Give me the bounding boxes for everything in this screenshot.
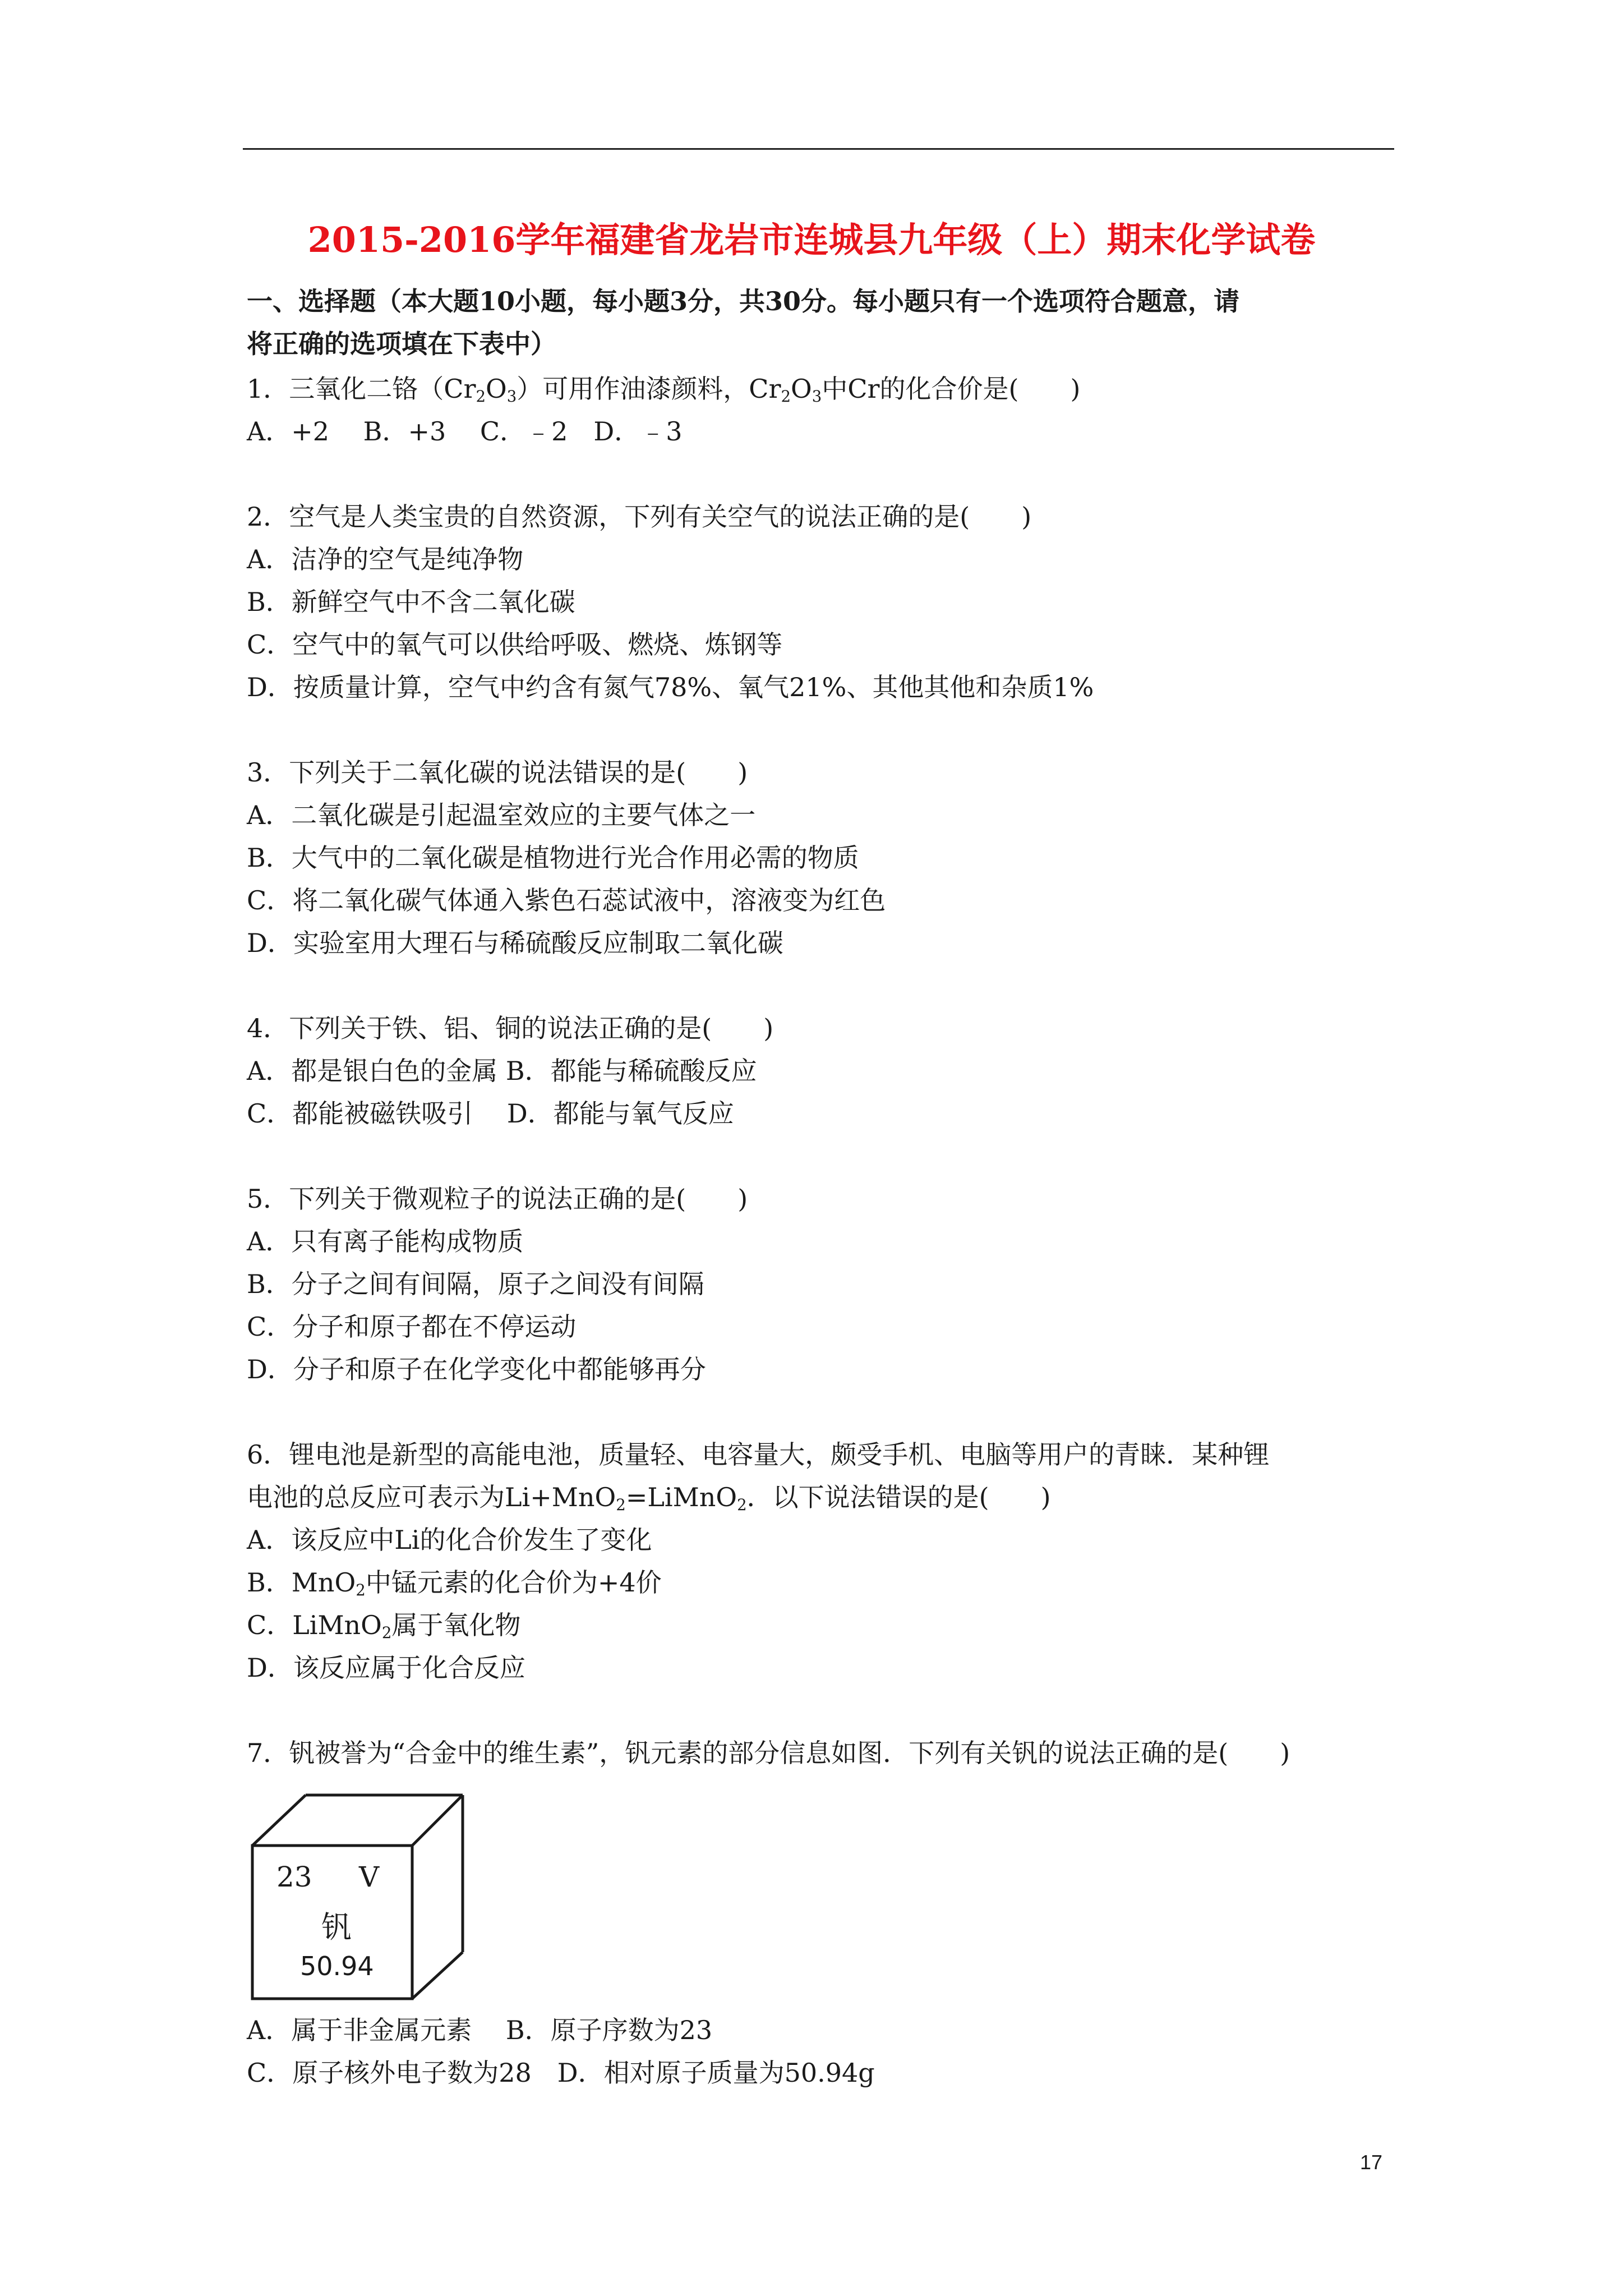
section-heading: 一、选择题（本大题10小题，每小题3分，共30分。每小题只有一个选项符合题意，请 xyxy=(247,286,1240,316)
element-symbol: V xyxy=(359,1861,380,1893)
question-7-stem: 7．钒被誉为“合金中的维生素”，钒元素的部分信息如图．下列有关钒的说法正确的是( ) xyxy=(247,1738,1290,1768)
question-2-stem: 2．空气是人类宝贵的自然资源，下列有关空气的说法正确的是( ) xyxy=(247,501,1032,532)
question-7-options-ab: A．属于非金属元素 B．原子序数为23 xyxy=(247,2015,713,2045)
question-6-option-c: C．LiMnO$_2$属于氧化物 xyxy=(247,1610,521,1642)
element-atomic-mass: 50.94 xyxy=(300,1951,374,1981)
question-5-stem: 5．下列关于微观粒子的说法正确的是( ) xyxy=(247,1184,748,1214)
element-atomic-number: 23 xyxy=(276,1861,312,1893)
question-7-options-cd: C．原子核外电子数为28 D．相对原子质量为50.94g xyxy=(247,2058,875,2088)
question-4-options-ab: A．都是银白色的金属 B．都能与稀硫酸反应 xyxy=(247,1056,757,1086)
element-name: 钒 xyxy=(321,1910,352,1945)
question-4-stem: 4．下列关于铁、铝、铜的说法正确的是( ) xyxy=(247,1013,774,1043)
question-3-option-a: A．二氧化碳是引起温室效应的主要气体之一 xyxy=(247,800,756,830)
question-2-option-d: D．按质量计算，空气中约含有氮气78%、氧气21%、其他其他和杂质1% xyxy=(247,672,1094,702)
question-5-option-c: C．分子和原子都在不停运动 xyxy=(247,1312,577,1342)
question-5-option-b: B．分子之间有间隔，原子之间没有间隔 xyxy=(247,1269,704,1299)
question-3-option-b: B．大气中的二氧化碳是植物进行光合作用必需的物质 xyxy=(247,843,859,873)
question-3-stem: 3．下列关于二氧化碳的说法错误的是( ) xyxy=(247,757,748,788)
section-heading-continued: 将正确的选项填在下表中） xyxy=(247,329,556,359)
question-1-options: A．+2 B．+3 C．﹣2 D．﹣3 xyxy=(247,416,683,447)
question-2-option-a: A．洁净的空气是纯净物 xyxy=(247,544,524,574)
question-2-option-c: C．空气中的氧气可以供给呼吸、燃烧、炼钢等 xyxy=(247,629,783,660)
question-1-stem: 1．三氧化二铬$(Cr_2O_3)$可用作油漆颜料，$Cr_2O_3$中Cr的化合价是( ) xyxy=(247,374,1081,406)
vanadium-element-cell-figure xyxy=(250,1792,465,2001)
question-6-option-a: A．该反应中Li的化合价发生了变化 xyxy=(247,1525,652,1555)
question-5-option-a: A．只有离子能构成物质 xyxy=(247,1226,524,1257)
question-5-option-d: D．分子和原子在化学变化中都能够再分 xyxy=(247,1354,706,1384)
question-6-option-b: B．MnO$_2$中锰元素的化合价为+4价 xyxy=(247,1567,662,1599)
question-6-option-d: D．该反应属于化合反应 xyxy=(247,1653,525,1683)
header-rule xyxy=(243,148,1394,150)
page-number: 17 xyxy=(1360,2151,1383,2174)
question-3-option-c: C．将二氧化碳气体通入紫色石蕊试液中，溶液变为红色 xyxy=(247,885,886,915)
question-3-option-d: D．实验室用大理石与稀硫酸反应制取二氧化碳 xyxy=(247,928,783,958)
question-6-stem-continued: 电池的总反应可表示为Li+MnO$_2$=LiMnO$_2$．以下说法错误的是( ) xyxy=(247,1482,1051,1514)
question-6-stem: 6．锂电池是新型的高能电池，质量轻、电容量大，颇受手机、电脑等用户的青睐．某种锂 xyxy=(247,1439,1270,1470)
question-4-options-cd: C．都能被磁铁吸引 D．都能与氧气反应 xyxy=(247,1098,734,1129)
question-2-option-b: B．新鲜空气中不含二氧化碳 xyxy=(247,587,575,617)
exam-title: 2015-2016学年福建省龙岩市连城县九年级（上）期末化学试卷 xyxy=(307,219,1316,260)
